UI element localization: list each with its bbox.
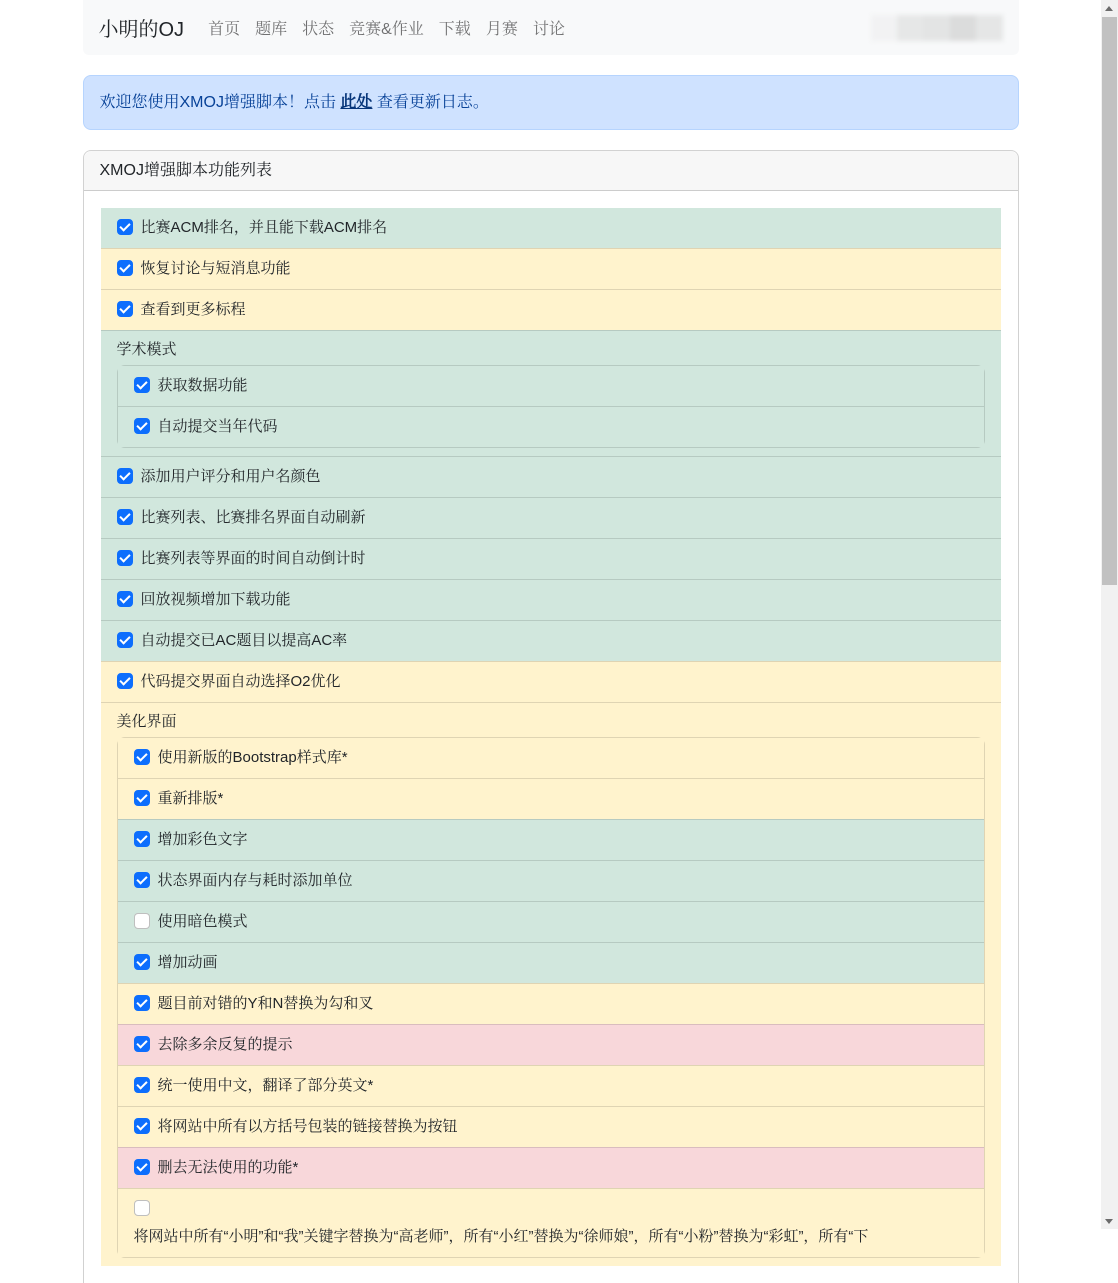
feature-label: 重新排版* [157,790,224,807]
feature-label: 比赛ACM排名，并且能下载ACM排名 [140,219,388,236]
feature-label: 统一使用中文，翻译了部分英文* [157,1077,374,1094]
checkbox-checked-icon[interactable] [134,954,150,970]
alert-text-before: 欢迎您使用XMOJ增强脚本！点击 [99,94,341,111]
scroll-up-arrow-icon[interactable] [1101,0,1118,17]
feature-label: 恢复讨论与短消息功能 [140,260,291,277]
feature-row [118,1024,984,1065]
feature-row [118,366,984,406]
nav-link-6[interactable]: 月赛 [485,21,518,38]
checkbox-checked-icon[interactable] [117,509,133,525]
welcome-alert [83,75,1019,130]
checkbox-checked-icon[interactable] [117,260,133,276]
feature-row [101,538,1001,579]
feature-row [118,406,984,447]
feature-label: 状态界面内存与耗时添加单位 [157,872,353,889]
feature-group [101,330,1001,456]
feature-list [101,208,1001,1266]
feature-label: 查看到更多标程 [140,301,246,318]
checkbox-checked-icon[interactable] [117,591,133,607]
feature-label: 比赛列表、比赛排名界面自动刷新 [140,509,366,526]
checkbox-checked-icon[interactable] [117,301,133,317]
feature-row [101,620,1001,661]
checkbox-checked-icon[interactable] [117,219,133,235]
feature-label: 去除多余反复的提示 [157,1036,293,1053]
group-title: 学术模式 [116,341,177,358]
feature-row [118,819,984,860]
site-brand[interactable]: 小明的OJ [98,19,185,41]
navbar [83,0,1019,55]
feature-card [83,150,1019,1283]
nav-links [208,16,565,39]
feature-row [118,901,984,942]
feature-row [118,1147,984,1188]
feature-label: 比赛列表等界面的时间自动倒计时 [140,550,366,567]
checkbox-checked-icon[interactable] [134,995,150,1011]
feature-row [118,1106,984,1147]
feature-label: 获取数据功能 [157,377,248,394]
feature-row [101,579,1001,620]
checkbox-checked-icon[interactable] [117,468,133,484]
feature-label: 将网站中所有以方括号包装的链接替换为按钮 [157,1118,458,1135]
checkbox-checked-icon[interactable] [134,872,150,888]
feature-row [118,1188,984,1257]
checkbox-checked-icon[interactable] [134,831,150,847]
scrollbar-thumb[interactable] [1102,17,1117,585]
feature-label: 自动提交当年代码 [157,418,278,435]
feature-row [101,208,1001,248]
nav-link-7[interactable]: 讨论 [532,21,565,38]
checkbox-checked-icon[interactable] [134,377,150,393]
feature-row [101,289,1001,330]
scroll-down-arrow-icon[interactable] [1101,1212,1118,1229]
card-body [84,191,1018,1283]
feature-row [101,456,1001,497]
checkbox-checked-icon[interactable] [134,1118,150,1134]
vertical-scrollbar[interactable] [1101,0,1118,1229]
feature-label: 添加用户评分和用户名颜色 [140,468,321,485]
checkbox-checked-icon[interactable] [117,550,133,566]
feature-label: 删去无法使用的功能* [157,1159,299,1176]
feature-row [118,738,984,778]
feature-label: 将网站中所有“小明”和“我”关键字替换为“高老师”，所有“小红”替换为“徐师娘”，所有“小粉”替换为“彩虹”，所有“下 [133,1228,869,1245]
feature-label: 题目前对错的Y和N替换为勾和叉 [157,995,374,1012]
checkbox-checked-icon[interactable] [134,749,150,765]
feature-label: 使用新版的Bootstrap样式库* [157,749,348,766]
nav-link-3[interactable]: 状态 [302,21,335,38]
checkbox-checked-icon[interactable] [134,418,150,434]
nav-link-1[interactable]: 首页 [208,21,241,38]
checkbox-checked-icon[interactable] [134,1077,150,1093]
feature-label: 增加动画 [157,954,218,971]
feature-row [118,942,984,983]
feature-label: 代码提交界面自动选择O2优化 [140,673,341,690]
alert-text-after: 查看更新日志。 [372,94,489,111]
checkbox-unchecked-icon[interactable] [134,913,150,929]
changelog-link[interactable]: 此处 [340,94,373,111]
feature-group [101,702,1001,1266]
feature-row [118,778,984,819]
checkbox-checked-icon[interactable] [117,632,133,648]
nav-link-4[interactable]: 竞赛&作业 [349,21,424,38]
nav-link-2[interactable]: 题库 [255,21,288,38]
feature-label: 增加彩色文字 [157,831,248,848]
feature-label: 自动提交已AC题目以提高AC率 [140,632,348,649]
checkbox-unchecked-icon[interactable] [134,1200,150,1216]
feature-row [101,497,1001,538]
blurred-user-info [871,15,1003,41]
nested-feature-list [117,365,985,448]
checkbox-checked-icon[interactable] [117,673,133,689]
feature-row [118,983,984,1024]
feature-label: 回放视频增加下载功能 [140,591,291,608]
feature-label: 使用暗色模式 [157,913,248,930]
feature-row [101,661,1001,702]
feature-row [101,248,1001,289]
feature-row [118,1065,984,1106]
checkbox-checked-icon[interactable] [134,1159,150,1175]
checkbox-checked-icon[interactable] [134,1036,150,1052]
card-title: XMOJ增强脚本功能列表 [84,151,1018,191]
nav-link-5[interactable]: 下载 [438,21,471,38]
group-title: 美化界面 [116,713,177,730]
nested-feature-list [117,737,985,1258]
checkbox-checked-icon[interactable] [134,790,150,806]
feature-row [118,860,984,901]
